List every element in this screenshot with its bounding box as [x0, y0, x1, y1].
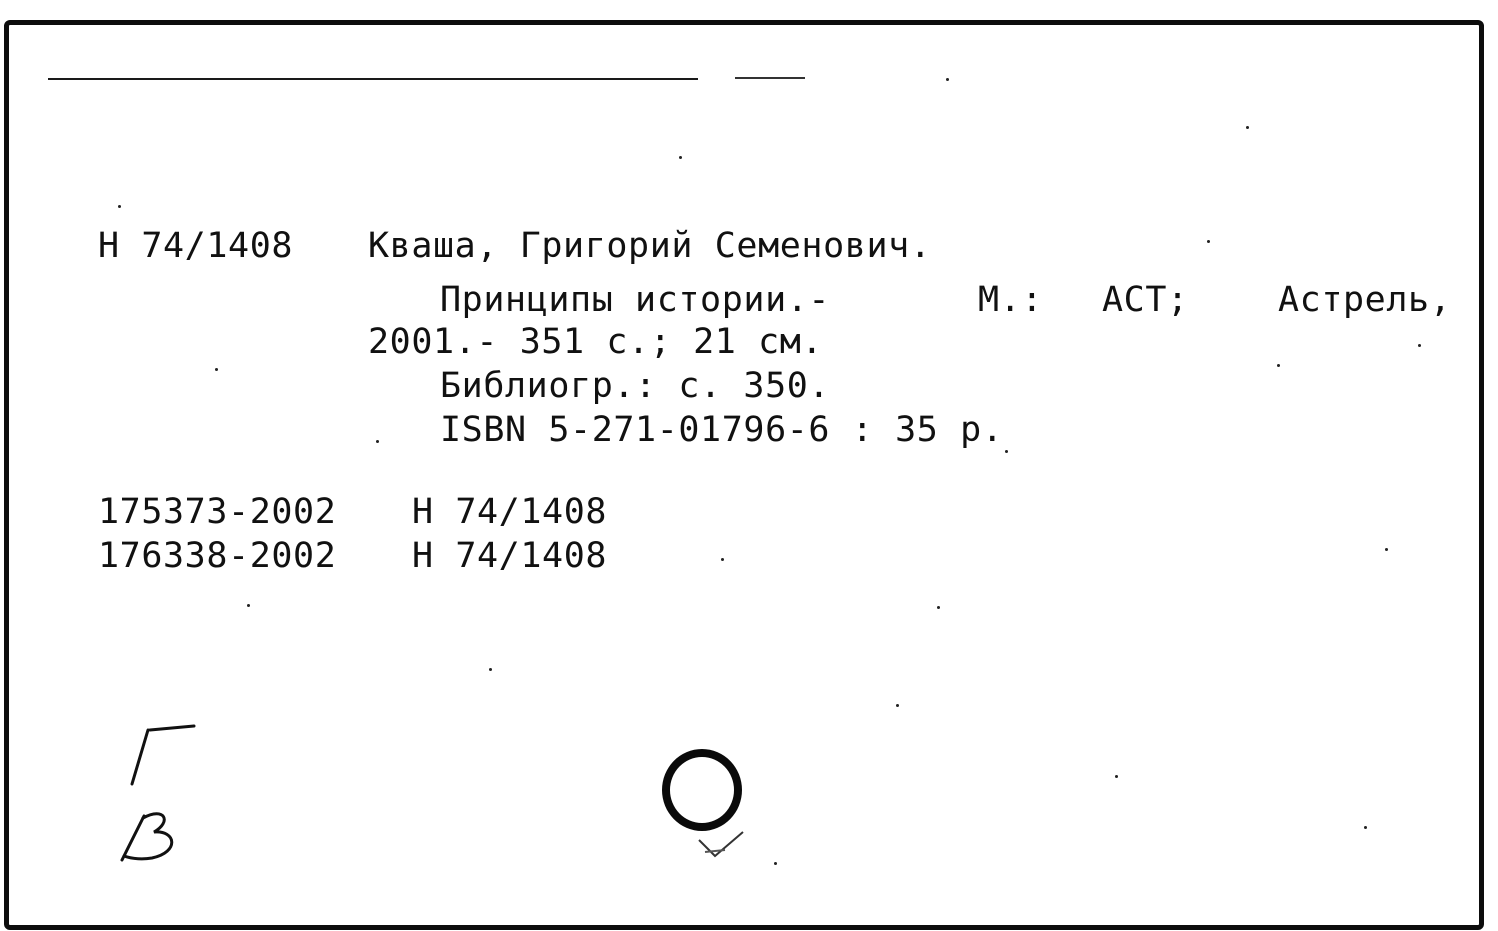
- top-rule-fragment: [735, 77, 805, 79]
- handwritten-mark: [110, 718, 210, 868]
- holding-call-2: Н 74/1408: [412, 536, 608, 576]
- call-number: Н 74/1408: [98, 226, 294, 266]
- speck: [489, 668, 492, 671]
- publication-place: М.:: [978, 280, 1044, 320]
- speck: [721, 558, 724, 561]
- speck: [247, 604, 250, 607]
- speck: [1246, 126, 1249, 129]
- speck: [1364, 826, 1367, 829]
- catalog-card: [4, 20, 1484, 930]
- speck: [1277, 364, 1280, 367]
- speck: [896, 704, 899, 707]
- speck: [118, 205, 121, 208]
- author-heading: Кваша, Григорий Семенович.: [368, 226, 932, 266]
- speck: [1115, 775, 1118, 778]
- holding-inventory-2: 176338-2002: [98, 536, 337, 576]
- speck: [376, 440, 379, 443]
- speck: [946, 78, 949, 81]
- speck: [1005, 450, 1008, 453]
- title-proper: Принципы истории.-: [440, 280, 831, 320]
- punch-hole: [662, 749, 742, 831]
- speck: [215, 368, 218, 371]
- scratch-mark: [695, 826, 755, 866]
- holding-call-1: Н 74/1408: [412, 492, 608, 532]
- speck: [679, 156, 682, 159]
- top-rule: [48, 78, 698, 80]
- speck: [1385, 548, 1388, 551]
- speck: [1207, 240, 1210, 243]
- publisher-ast: АСТ;: [1102, 280, 1189, 320]
- speck: [1418, 344, 1421, 347]
- holding-inventory-1: 175373-2002: [98, 492, 337, 532]
- imprint-line: 2001.- 351 с.; 21 см.: [368, 322, 824, 362]
- publisher-astrel: Астрель,: [1278, 280, 1452, 320]
- speck: [774, 862, 777, 865]
- isbn-line: ISBN 5-271-01796-6 : 35 р.: [440, 410, 1004, 450]
- bibliography-note: Библиогр.: с. 350.: [440, 366, 831, 406]
- speck: [937, 606, 940, 609]
